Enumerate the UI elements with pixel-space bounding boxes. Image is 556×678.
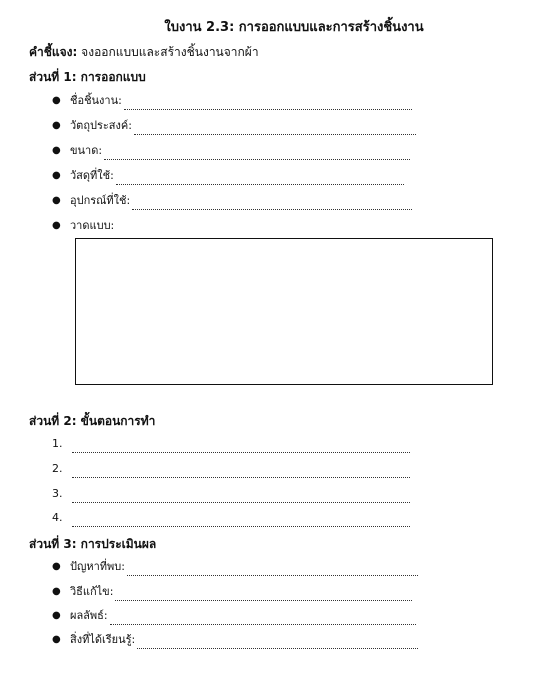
size-row xyxy=(52,142,410,160)
results-row xyxy=(52,607,416,625)
step-number: 1. xyxy=(52,437,63,450)
bullet-icon: ● xyxy=(52,120,61,131)
solutions-row xyxy=(52,583,412,601)
section1-heading: ส่วนที่ 1: การออกแบบ xyxy=(29,70,146,84)
section3-heading: ส่วนที่ 3: การประเมินผล xyxy=(29,537,157,551)
objective-label: วัตถุประสงค์: xyxy=(70,119,132,132)
results-label: ผลลัพธ์: xyxy=(70,609,108,622)
size-fill-line[interactable] xyxy=(104,146,410,160)
problems-row xyxy=(52,558,418,576)
step-fill-line[interactable] xyxy=(72,489,410,503)
solutions-fill-line[interactable] xyxy=(115,587,412,601)
step-number: 2. xyxy=(52,462,63,475)
worksheet-title: ใบงาน 2.3: การออกแบบและการสร้างชิ้นงาน xyxy=(164,20,424,35)
sketch-row xyxy=(52,217,252,235)
step-fill-line[interactable] xyxy=(72,439,410,453)
problems-label: ปัญหาที่พบ: xyxy=(70,560,125,573)
step-row xyxy=(52,485,410,503)
bullet-icon: ● xyxy=(52,220,61,231)
instruction-label: คำชี้แจง: xyxy=(29,45,78,59)
step-number: 4. xyxy=(52,511,63,524)
instruction-text: จงออกแบบและสร้างชิ้นงานจากผ้า xyxy=(81,45,259,59)
bullet-icon: ● xyxy=(52,634,61,645)
lessons-label: สิ่งที่ได้เรียนรู้: xyxy=(70,633,136,646)
bullet-icon: ● xyxy=(52,95,61,106)
section2-heading: ส่วนที่ 2: ขั้นตอนการทำ xyxy=(29,414,156,428)
step-fill-line[interactable] xyxy=(72,464,410,478)
materials-fill-line[interactable] xyxy=(116,171,404,185)
bullet-icon: ● xyxy=(52,586,61,597)
tools-row xyxy=(52,192,412,210)
instruction-line xyxy=(29,43,259,61)
design-name-label: ชื่อชิ้นงาน: xyxy=(70,94,122,107)
step-row xyxy=(52,509,410,527)
objective-row xyxy=(52,117,416,135)
step-row xyxy=(52,460,410,478)
objective-fill-line[interactable] xyxy=(134,121,416,135)
materials-row xyxy=(52,167,404,185)
materials-label: วัสดุที่ใช้: xyxy=(70,169,114,182)
sketch-label: วาดแบบ: xyxy=(70,219,115,232)
bullet-icon: ● xyxy=(52,170,61,181)
problems-fill-line[interactable] xyxy=(127,562,418,576)
design-name-fill-line[interactable] xyxy=(124,96,412,110)
step-fill-line[interactable] xyxy=(72,513,410,527)
bullet-icon: ● xyxy=(52,195,61,206)
solutions-label: วิธีแก้ไข: xyxy=(70,585,114,598)
lessons-fill-line[interactable] xyxy=(137,635,418,649)
bullet-icon: ● xyxy=(52,610,61,621)
bullet-icon: ● xyxy=(52,145,61,156)
results-fill-line[interactable] xyxy=(110,611,416,625)
lessons-row xyxy=(52,631,418,649)
design-name-row xyxy=(52,92,412,110)
tools-fill-line[interactable] xyxy=(132,196,412,210)
bullet-icon: ● xyxy=(52,561,61,572)
step-number: 3. xyxy=(52,487,63,500)
size-label: ขนาด: xyxy=(70,144,103,157)
sketch-drawing-box[interactable] xyxy=(75,238,493,385)
step-row xyxy=(52,435,410,453)
tools-label: อุปกรณ์ที่ใช้: xyxy=(70,194,131,207)
